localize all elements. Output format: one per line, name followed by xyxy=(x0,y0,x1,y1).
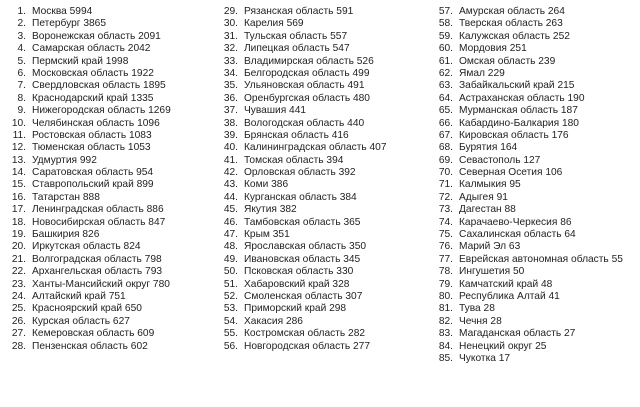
list-item-text: Карелия 569 xyxy=(244,18,304,30)
list-item-text: Коми 386 xyxy=(244,179,289,191)
list-item-number: 75. xyxy=(438,229,453,241)
list-item-number: 80. xyxy=(438,290,453,302)
list-item-number: 35. xyxy=(223,80,238,92)
list-item xyxy=(2,6,222,18)
list-item-number: 72. xyxy=(438,191,453,203)
list-item-number: 71. xyxy=(438,179,453,191)
list-item-text: Волгоградская область 798 xyxy=(32,253,162,265)
list-item-text: Республика Алтай 41 xyxy=(459,290,560,302)
list-item xyxy=(214,204,434,216)
list-item-number: 63. xyxy=(438,80,453,92)
list-item xyxy=(2,18,222,30)
list-item xyxy=(429,167,639,179)
list-item-text: Приморский край 298 xyxy=(244,303,347,315)
list-item-number: 9. xyxy=(17,105,26,117)
list-item-number: 31. xyxy=(223,30,238,42)
list-item-text: Магаданская область 27 xyxy=(459,328,576,340)
list-item-number: 65. xyxy=(438,105,453,117)
list-item-number: 36. xyxy=(223,92,238,104)
list-item-number: 7. xyxy=(17,80,26,92)
list-item xyxy=(2,105,222,117)
list-item-text: Севастополь 127 xyxy=(459,154,541,166)
list-item-text: Вологодская область 440 xyxy=(244,117,365,129)
list-item-number: 59. xyxy=(438,30,453,42)
list-item xyxy=(429,155,639,167)
list-item xyxy=(429,254,639,266)
list-item-number: 60. xyxy=(438,43,453,55)
list-item-number: 47. xyxy=(223,229,238,241)
list-item-text: Новосибирская область 847 xyxy=(32,216,166,228)
list-item-text: Тульская область 557 xyxy=(244,30,348,42)
list-item-number: 37. xyxy=(223,105,238,117)
list-item xyxy=(2,93,222,105)
list-item-text: Смоленская область 307 xyxy=(244,290,363,302)
list-item-text: Белгородская область 499 xyxy=(244,67,370,79)
list-item xyxy=(2,43,222,55)
list-item-number: 29. xyxy=(223,6,238,17)
list-item xyxy=(2,142,222,154)
list-item-text: Калининградская область 407 xyxy=(244,142,387,154)
list-item-number: 41. xyxy=(223,154,238,166)
list-item xyxy=(214,31,434,43)
list-item-number: 78. xyxy=(438,266,453,278)
list-item xyxy=(214,316,434,328)
list-item-number: 15. xyxy=(11,179,26,191)
list-item xyxy=(214,291,434,303)
list-item-text: Мордовия 251 xyxy=(459,43,527,55)
list-item-text: Орловская область 392 xyxy=(244,167,356,179)
list-item-number: 79. xyxy=(438,278,453,290)
list-item xyxy=(2,56,222,68)
list-item-text: Астраханская область 190 xyxy=(459,92,585,104)
list-item-text: Липецкая область 547 xyxy=(244,43,350,55)
list-item xyxy=(214,118,434,130)
list-item xyxy=(2,167,222,179)
list-item-text: Ленинградская область 886 xyxy=(32,204,164,216)
list-item-text: Воронежская область 2091 xyxy=(32,30,161,42)
list-item-number: 49. xyxy=(223,253,238,265)
list-item-text: Хабаровский край 328 xyxy=(244,278,350,290)
list-item-text: Ростовская область 1083 xyxy=(32,129,152,141)
list-item-text: Псковская область 330 xyxy=(244,266,354,278)
list-item xyxy=(2,328,222,340)
list-item-text: Новгородская область 277 xyxy=(244,340,370,352)
list-item-number: 5. xyxy=(17,55,26,67)
list-item-number: 85. xyxy=(438,352,453,364)
list-item-text: Курская область 627 xyxy=(32,315,130,327)
list-item xyxy=(214,241,434,253)
list-item-text: Ханты-Мансийский округ 780 xyxy=(32,278,170,290)
list-item-number: 8. xyxy=(17,92,26,104)
list-item-text: Саратовская область 954 xyxy=(32,167,154,179)
list-item xyxy=(429,31,639,43)
list-item xyxy=(429,229,639,241)
list-item-text: Забайкальский край 215 xyxy=(459,80,575,92)
list-item xyxy=(2,130,222,142)
list-item xyxy=(214,105,434,117)
list-item xyxy=(214,192,434,204)
list-item-text: Алтайский край 751 xyxy=(32,290,126,302)
list-item-number: 70. xyxy=(438,167,453,179)
list-item-text: Кемеровская область 609 xyxy=(32,328,155,340)
list-item xyxy=(214,341,434,353)
list-item-number: 23. xyxy=(11,278,26,290)
list-item xyxy=(429,142,639,154)
list-item xyxy=(429,204,639,216)
list-item-text: Еврейская автономная область 55 xyxy=(459,253,623,265)
list-item-number: 83. xyxy=(438,328,453,340)
list-item xyxy=(429,353,639,365)
list-item-text: Адыгея 91 xyxy=(459,191,508,203)
list-item-number: 40. xyxy=(223,142,238,154)
list-item-text: Пермский край 1998 xyxy=(32,55,129,67)
list-item-number: 57. xyxy=(438,6,453,17)
list-item-text: Нижегородская область 1269 xyxy=(32,105,171,117)
list-item xyxy=(429,241,639,253)
list-item xyxy=(429,56,639,68)
list-item-number: 68. xyxy=(438,142,453,154)
list-item xyxy=(429,43,639,55)
list-item-text: Тюменская область 1053 xyxy=(32,142,151,154)
list-item-text: Хакасия 286 xyxy=(244,315,303,327)
list-item xyxy=(429,18,639,30)
list-item-number: 43. xyxy=(223,179,238,191)
list-item-text: Северная Осетия 106 xyxy=(459,167,563,179)
list-item-number: 6. xyxy=(17,67,26,79)
list-item-number: 77. xyxy=(438,253,453,265)
list-item-number: 66. xyxy=(438,117,453,129)
list-item-text: Чукотка 17 xyxy=(459,352,511,364)
list-item-number: 28. xyxy=(11,340,26,352)
list-item-number: 50. xyxy=(223,266,238,278)
list-item-text: Костромская область 282 xyxy=(244,328,366,340)
list-item-number: 13. xyxy=(11,154,26,166)
list-item xyxy=(429,68,639,80)
list-item xyxy=(2,316,222,328)
list-item-text: Ненецкий округ 25 xyxy=(459,340,547,352)
list-item-number: 44. xyxy=(223,191,238,203)
list-column-3 xyxy=(429,6,639,365)
list-item-number: 76. xyxy=(438,241,453,253)
list-item-number: 42. xyxy=(223,167,238,179)
list-item xyxy=(214,80,434,92)
list-item-number: 73. xyxy=(438,204,453,216)
list-item-text: Тамбовская область 365 xyxy=(244,216,361,228)
list-item xyxy=(214,303,434,315)
list-item xyxy=(429,291,639,303)
list-item xyxy=(429,80,639,92)
list-item xyxy=(2,204,222,216)
list-item xyxy=(214,229,434,241)
list-item-number: 18. xyxy=(11,216,26,228)
list-item-number: 81. xyxy=(438,303,453,315)
list-item xyxy=(2,241,222,253)
list-item-text: Ингушетия 50 xyxy=(459,266,525,278)
list-item xyxy=(429,105,639,117)
list-item-number: 14. xyxy=(11,167,26,179)
list-item-text: Камчатский край 48 xyxy=(459,278,553,290)
list-item-text: Свердловская область 1895 xyxy=(32,80,166,92)
list-item xyxy=(2,217,222,229)
list-item xyxy=(214,56,434,68)
list-item xyxy=(214,68,434,80)
list-item xyxy=(214,279,434,291)
list-item xyxy=(2,254,222,266)
list-item-text: Пензенская область 602 xyxy=(32,340,148,352)
list-item-text: Курганская область 384 xyxy=(244,191,357,203)
list-item-text: Ивановская область 345 xyxy=(244,253,361,265)
list-item-text: Оренбургская область 480 xyxy=(244,92,370,104)
list-item-text: Кабардино-Балкария 180 xyxy=(459,117,579,129)
list-item-text: Челябинская область 1096 xyxy=(32,117,160,129)
list-item-number: 46. xyxy=(223,216,238,228)
list-item-text: Башкирия 826 xyxy=(32,229,100,241)
list-item xyxy=(214,217,434,229)
list-column-2 xyxy=(214,6,434,353)
list-item xyxy=(2,80,222,92)
list-item xyxy=(2,303,222,315)
list-item-number: 53. xyxy=(223,303,238,315)
list-item-number: 1. xyxy=(17,6,26,17)
list-item-text: Ямал 229 xyxy=(459,67,505,79)
list-item-number: 25. xyxy=(11,303,26,315)
list-item-text: Татарстан 888 xyxy=(32,191,100,203)
list-item-text: Ульяновская область 491 xyxy=(244,80,365,92)
list-item-text: Сахалинская область 64 xyxy=(459,229,576,241)
list-item xyxy=(2,179,222,191)
list-item-number: 17. xyxy=(11,204,26,216)
list-item-number: 27. xyxy=(11,328,26,340)
list-item-number: 64. xyxy=(438,92,453,104)
list-item-number: 48. xyxy=(223,241,238,253)
list-item xyxy=(214,18,434,30)
list-item xyxy=(214,254,434,266)
list-item-text: Крым 351 xyxy=(244,229,290,241)
list-item-number: 2. xyxy=(17,18,26,30)
list-item xyxy=(214,130,434,142)
list-item-text: Владимирская область 526 xyxy=(244,55,374,67)
list-item xyxy=(214,43,434,55)
list-item xyxy=(2,229,222,241)
list-item xyxy=(214,328,434,340)
list-item-number: 58. xyxy=(438,18,453,30)
list-item-number: 33. xyxy=(223,55,238,67)
list-item-number: 10. xyxy=(11,117,26,129)
list-item-number: 62. xyxy=(438,67,453,79)
list-item-number: 24. xyxy=(11,290,26,302)
list-item xyxy=(429,266,639,278)
list-item xyxy=(2,266,222,278)
list-item xyxy=(429,6,639,18)
list-item-number: 51. xyxy=(223,278,238,290)
list-item xyxy=(214,179,434,191)
list-item-number: 67. xyxy=(438,129,453,141)
list-item-number: 3. xyxy=(17,30,26,42)
list-item xyxy=(214,93,434,105)
list-item-number: 38. xyxy=(223,117,238,129)
list-item-number: 69. xyxy=(438,154,453,166)
list-item xyxy=(429,93,639,105)
list-item-number: 54. xyxy=(223,315,238,327)
list-column-1 xyxy=(2,6,222,353)
list-item xyxy=(2,31,222,43)
list-item-text: Калужская область 252 xyxy=(459,30,570,42)
list-item-text: Самарская область 2042 xyxy=(32,43,151,55)
list-item-number: 55. xyxy=(223,328,238,340)
list-item xyxy=(429,341,639,353)
list-item-number: 4. xyxy=(17,43,26,55)
list-item xyxy=(2,279,222,291)
list-item-text: Чечня 28 xyxy=(459,315,502,327)
list-item-text: Чувашия 441 xyxy=(244,105,307,117)
list-item-text: Томская область 394 xyxy=(244,154,344,166)
list-item xyxy=(2,155,222,167)
list-item-number: 32. xyxy=(223,43,238,55)
list-item-text: Тува 28 xyxy=(459,303,495,315)
list-item-text: Тверская область 263 xyxy=(459,18,563,30)
list-item xyxy=(214,6,434,18)
list-item-number: 82. xyxy=(438,315,453,327)
list-item xyxy=(214,155,434,167)
list-item-number: 39. xyxy=(223,129,238,141)
list-item-number: 56. xyxy=(223,340,238,352)
list-item-text: Калмыкия 95 xyxy=(459,179,521,191)
list-item-number: 22. xyxy=(11,266,26,278)
list-item-number: 30. xyxy=(223,18,238,30)
list-item-number: 45. xyxy=(223,204,238,216)
list-item-number: 84. xyxy=(438,340,453,352)
list-item-number: 26. xyxy=(11,315,26,327)
list-item xyxy=(429,303,639,315)
list-item-text: Омская область 239 xyxy=(459,55,556,67)
list-item xyxy=(2,68,222,80)
list-item xyxy=(429,316,639,328)
list-item-number: 74. xyxy=(438,216,453,228)
list-item xyxy=(2,291,222,303)
list-item-text: Ярославская область 350 xyxy=(244,241,367,253)
list-item xyxy=(429,217,639,229)
list-item-number: 11. xyxy=(12,129,26,141)
list-item-text: Москва 5994 xyxy=(32,6,93,17)
list-item-text: Ставропольский край 899 xyxy=(32,179,154,191)
list-item xyxy=(214,266,434,278)
list-item-text: Брянская область 416 xyxy=(244,129,349,141)
list-item-text: Московская область 1922 xyxy=(32,67,154,79)
list-item-text: Якутия 382 xyxy=(244,204,297,216)
list-item-number: 34. xyxy=(223,67,238,79)
list-item-number: 12. xyxy=(11,142,26,154)
list-item xyxy=(429,279,639,291)
list-item-text: Кировская область 176 xyxy=(459,129,569,141)
list-item xyxy=(2,118,222,130)
list-item xyxy=(2,192,222,204)
list-item xyxy=(214,142,434,154)
list-item-text: Мурманская область 187 xyxy=(459,105,578,117)
list-item xyxy=(429,328,639,340)
list-item xyxy=(2,341,222,353)
list-item xyxy=(429,179,639,191)
list-item-text: Архангельская область 793 xyxy=(32,266,163,278)
list-item-number: 21. xyxy=(11,253,26,265)
list-item-text: Красноярский край 650 xyxy=(32,303,142,315)
list-item-number: 20. xyxy=(11,241,26,253)
list-item-number: 19. xyxy=(11,229,26,241)
list-item-text: Амурская область 264 xyxy=(459,6,565,17)
list-item-text: Иркутская область 824 xyxy=(32,241,141,253)
list-item-text: Рязанская область 591 xyxy=(244,6,354,17)
list-item-text: Дагестан 88 xyxy=(459,204,516,216)
list-item-text: Карачаево-Черкесия 86 xyxy=(459,216,572,228)
list-item-number: 16. xyxy=(11,191,26,203)
list-item xyxy=(214,167,434,179)
list-item-number: 52. xyxy=(223,290,238,302)
list-item-text: Удмуртия 992 xyxy=(32,154,97,166)
list-item xyxy=(429,192,639,204)
list-item-text: Марий Эл 63 xyxy=(459,241,521,253)
list-item-text: Краснодарский край 1335 xyxy=(32,92,154,104)
list-item-text: Петербург 3865 xyxy=(32,18,106,30)
list-item-number: 61. xyxy=(438,55,453,67)
list-item-text: Бурятия 164 xyxy=(459,142,518,154)
list-item xyxy=(429,118,639,130)
list-item xyxy=(429,130,639,142)
